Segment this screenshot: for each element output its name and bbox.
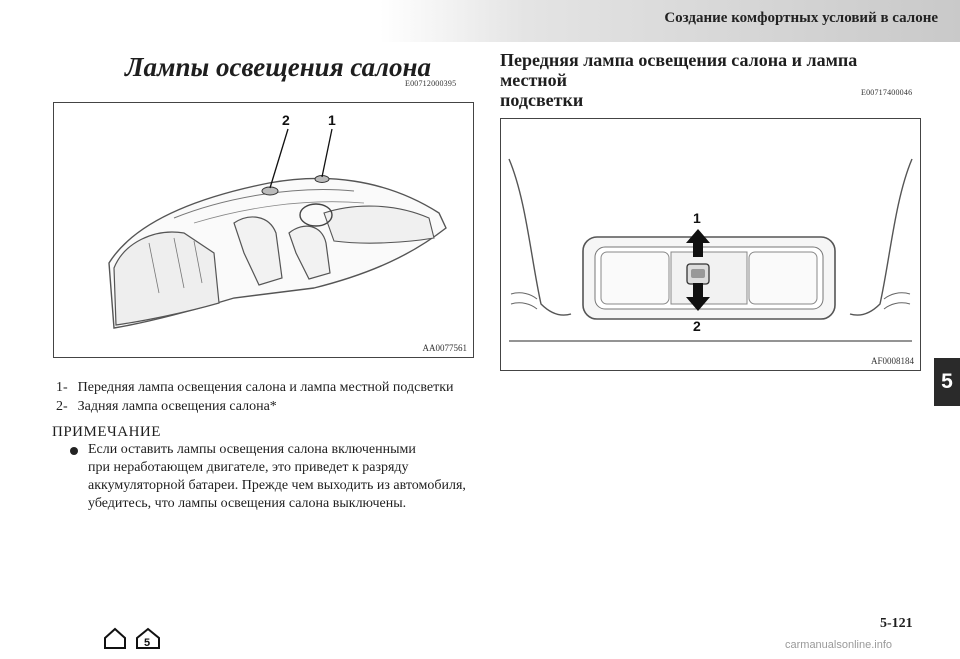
note-line: при неработающем двигателе, это приведет к разряду <box>88 460 409 475</box>
legend-item <box>56 378 454 397</box>
right-section-title <box>500 50 920 110</box>
right-section-code: E00717400046 <box>861 88 913 97</box>
home-icon[interactable] <box>102 626 128 650</box>
legend-number: 2- <box>56 399 68 414</box>
figure-id: AF0008184 <box>870 356 914 366</box>
legend-text: Передняя лампа освещения салона и лампа местной подсветки <box>77 380 454 395</box>
note-title: ПРИМЕЧАНИЕ <box>52 424 161 440</box>
nav-icons <box>102 626 162 650</box>
figure-id: AA0077561 <box>422 343 467 353</box>
note-body <box>88 441 468 513</box>
legend-item <box>56 397 454 416</box>
right-title-line: подсветки <box>500 90 584 110</box>
car-interior-illustration <box>54 103 473 357</box>
chapter-tab[interactable]: 5 <box>934 358 960 406</box>
page-number: 5-121 <box>880 616 913 631</box>
note-line: аккумуляторной батареи. Прежде чем выходить из автомобиля, <box>88 478 466 493</box>
overhead-lamp-illustration <box>501 119 920 370</box>
callout-2: 2 <box>282 112 290 128</box>
legend <box>56 378 454 416</box>
note-line: убедитесь, что лампы освещения салона выключены. <box>88 496 407 511</box>
lamp-figure <box>500 118 921 371</box>
section-title: Лампы освещения салона <box>125 52 431 82</box>
chapter-home-icon[interactable] <box>134 626 162 650</box>
page-header <box>380 0 960 42</box>
header-title: Создание комфортных условий в салоне <box>664 10 938 26</box>
callout-1: 1 <box>693 210 701 226</box>
chapter-icon-label: 5 <box>144 637 151 649</box>
note-bullet-icon <box>70 447 78 455</box>
right-title-line: Передняя лампа освещения салона и лампа местной <box>500 50 858 90</box>
callout-2: 2 <box>693 318 701 334</box>
callout-1: 1 <box>328 112 336 128</box>
note-line: Если оставить лампы освещения салона включенными <box>88 442 416 457</box>
section-code: E00712000395 <box>405 79 457 88</box>
interior-figure <box>53 102 474 358</box>
watermark: carmanualsonline.info <box>785 639 893 651</box>
legend-text: Задняя лампа освещения салона* <box>77 399 277 414</box>
legend-number: 1- <box>56 380 68 395</box>
